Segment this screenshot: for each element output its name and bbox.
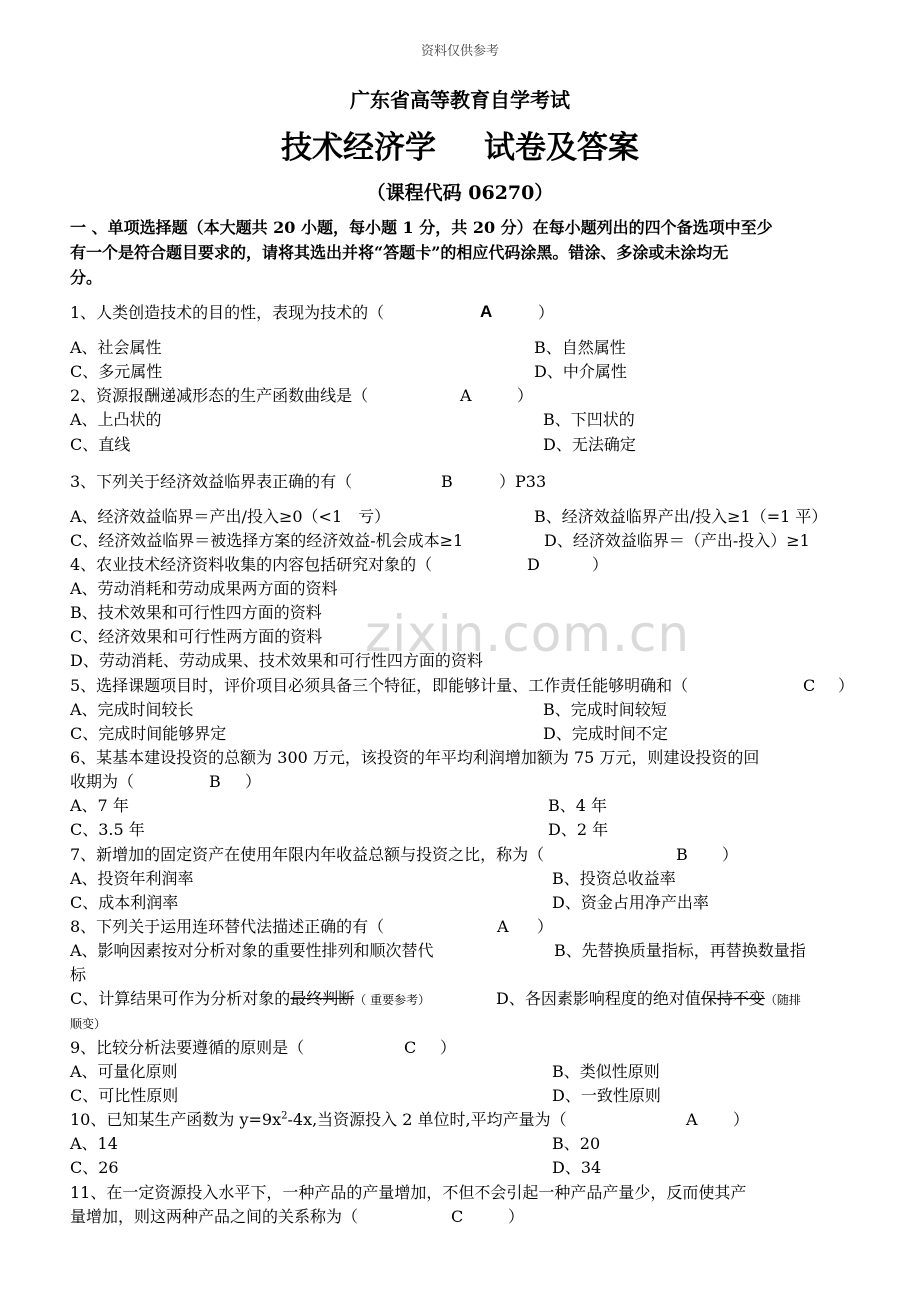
question-6-option-c: C、3.5 年 xyxy=(70,820,145,839)
section-heading-line2: 有一个是符合题目要求的，请将其选出并将“答题卡”的相应代码涂黑。错涂、多涂或未涂均无 xyxy=(70,243,729,262)
question-7-answer: B xyxy=(676,845,688,864)
question-7-option-c: C、成本利润率 xyxy=(70,893,179,912)
question-4-close: ） xyxy=(592,555,609,574)
question-8-option-d xyxy=(496,989,801,1010)
section-heading-line1: 一 、单项选择题（本大题共 20 小题，每小题 1 分，共 20 分）在每小题列出的四个备选项中至少 xyxy=(70,218,773,237)
section-heading-line3: 分。 xyxy=(70,268,103,287)
question-10-stem xyxy=(70,1110,567,1130)
question-8-option-c-text: C、计算结果可作为分析对象的 xyxy=(70,989,291,1008)
question-1-option-c: C、多元属性 xyxy=(70,362,163,381)
question-6-answer: B xyxy=(209,772,221,791)
question-2-answer: A xyxy=(460,386,472,405)
question-1-answer: A xyxy=(480,302,493,321)
question-2-option-d: D、无法确定 xyxy=(543,435,636,454)
question-11-stem-line2: 量增加，则这两种产品之间的关系称为（ xyxy=(70,1207,359,1226)
question-3-option-d: D、经济效益临界＝（产出-投入）≥1 xyxy=(544,531,810,550)
paper-type: 试卷及答案 xyxy=(484,130,639,166)
question-5-option-d: D、完成时间不定 xyxy=(543,724,668,743)
question-9-option-c: C、可比性原则 xyxy=(70,1086,179,1105)
question-1-option-b: B、自然属性 xyxy=(534,338,626,357)
question-6-option-b: B、4 年 xyxy=(548,796,608,815)
question-8-option-a: A、影响因素按对分析对象的重要性排列和顺次替代 xyxy=(70,941,434,960)
question-10-option-a: A、14 xyxy=(70,1134,118,1153)
question-9-option-d: D、一致性原则 xyxy=(552,1086,661,1105)
question-8-answer: A xyxy=(497,917,509,936)
question-8-option-d-struck-text: 保持不变 xyxy=(700,989,765,1008)
question-9-option-a: A、可量化原则 xyxy=(70,1062,178,1081)
question-6-stem-line1: 6、某基本建设投资的总额为 300 万元，该投资的年平均利润增加额为 75 万元，则建设投资的回 xyxy=(70,748,760,767)
question-10-stem-text-rest: -4x,当资源投入 2 单位时,平均产量为（ xyxy=(287,1110,567,1129)
paper-title xyxy=(0,122,920,167)
question-1-stem: 1、人类创造技术的目的性，表现为技术的（ xyxy=(70,303,385,322)
question-5-answer: C xyxy=(803,676,816,695)
question-1-close: ） xyxy=(538,303,555,322)
question-10-stem-text: 10、已知某生产函数为 y=9x xyxy=(70,1110,282,1129)
question-8-option-d-note: （随排 xyxy=(764,993,801,1007)
question-8-option-d-note-continued: 顺变） xyxy=(70,1017,107,1031)
question-8-option-d-text: D、各因素影响程度的绝对值 xyxy=(496,989,701,1008)
question-8-option-c xyxy=(70,989,430,1010)
question-2-option-a: A、上凸状的 xyxy=(70,410,162,429)
question-10-close: ） xyxy=(733,1110,750,1129)
question-4-option-d: D、劳动消耗、劳动成果、技术效果和可行性四方面的资料 xyxy=(70,651,483,670)
question-4-option-a: A、劳动消耗和劳动成果两方面的资料 xyxy=(70,579,338,598)
question-5-option-b: B、完成时间较短 xyxy=(543,700,667,719)
question-9-answer: C xyxy=(404,1038,417,1057)
question-7-option-b: B、投资总收益率 xyxy=(552,869,676,888)
question-7-option-d: D、资金占用净产出率 xyxy=(552,893,709,912)
question-3-stem: 3、下列关于经济效益临界表正确的有（ xyxy=(70,472,353,491)
exam-title: 广东省高等教育自学考试 xyxy=(350,88,570,112)
question-8-option-c-note: （ 重要参考） xyxy=(354,993,431,1007)
question-4-option-c: C、经济效果和可行性两方面的资料 xyxy=(70,627,323,646)
question-4-answer: D xyxy=(527,555,540,574)
question-6-option-a: A、7 年 xyxy=(70,796,129,815)
header-note: 资料仅供参考 xyxy=(420,44,499,59)
question-4-option-b: B、技术效果和可行性四方面的资料 xyxy=(70,603,322,622)
question-6-close: ） xyxy=(245,772,262,791)
question-1-option-a: A、社会属性 xyxy=(70,338,162,357)
question-3-option-b: B、经济效益临界产出/投入≥1（=1 平） xyxy=(534,507,828,526)
question-8-option-b: B、先替换质量指标，再替换数量指 xyxy=(554,941,806,960)
question-3-option-c: C、经济效益临界＝被选择方案的经济效益-机会成本≥1 xyxy=(70,531,464,550)
question-8-close: ） xyxy=(537,917,554,936)
question-10-exponent: 2 xyxy=(281,1110,288,1122)
question-8-option-b-continued: 标 xyxy=(70,965,87,984)
question-11-answer: C xyxy=(451,1207,464,1226)
question-7-close: ） xyxy=(722,845,739,864)
question-11-stem-line1: 11、在一定资源投入水平下，一种产品的产量增加，不但不会引起一种产品产量少，反而使其产 xyxy=(70,1183,747,1202)
question-8-option-c-struck-text: 最终判断 xyxy=(290,989,355,1008)
question-8-stem: 8、下列关于运用连环替代法描述正确的有（ xyxy=(70,917,385,936)
question-10-option-d: D、34 xyxy=(552,1158,602,1177)
question-10-answer: A xyxy=(686,1110,698,1129)
question-3-answer: B xyxy=(441,472,453,491)
question-9-close: ） xyxy=(440,1038,457,1057)
question-2-close: ） xyxy=(517,386,534,405)
question-7-option-a: A、投资年利润率 xyxy=(70,869,194,888)
question-3-option-a: A、经济效益临界＝产出/投入≥0（<1 亏） xyxy=(70,507,391,526)
question-7-stem: 7、新增加的固定资产在使用年限内年收益总额与投资之比，称为（ xyxy=(70,845,545,864)
question-6-stem-line2: 收期为（ xyxy=(70,772,135,791)
question-5-stem: 5、选择课题项目时，评价项目必须具备三个特征，即能够计量、工作责任能够明确和（ xyxy=(70,676,689,695)
question-5-option-c: C、完成时间能够界定 xyxy=(70,724,227,743)
question-10-option-b: B、20 xyxy=(552,1134,601,1153)
watermark: zixin.com.cn xyxy=(365,605,691,663)
question-2-stem: 2、资源报酬递减形态的生产函数曲线是（ xyxy=(70,386,369,405)
question-4-stem: 4、农业技术经济资料收集的内容包括研究对象的（ xyxy=(70,555,433,574)
course-code: （课程代码 06270） xyxy=(366,182,554,204)
question-3-close: ）P33 xyxy=(499,472,547,491)
question-10-option-c: C、26 xyxy=(70,1158,119,1177)
question-9-stem: 9、比较分析法要遵循的原则是（ xyxy=(70,1038,305,1057)
question-9-option-b: B、类似性原则 xyxy=(552,1062,660,1081)
subject-name: 技术经济学 xyxy=(281,130,436,166)
question-1-option-d: D、中介属性 xyxy=(534,362,627,381)
question-2-option-b: B、下凹状的 xyxy=(543,410,635,429)
question-11-close: ） xyxy=(508,1207,525,1226)
question-5-option-a: A、完成时间较长 xyxy=(70,700,194,719)
question-2-option-c: C、直线 xyxy=(70,435,131,454)
question-6-option-d: D、2 年 xyxy=(548,820,609,839)
question-5-close: ） xyxy=(838,676,855,695)
